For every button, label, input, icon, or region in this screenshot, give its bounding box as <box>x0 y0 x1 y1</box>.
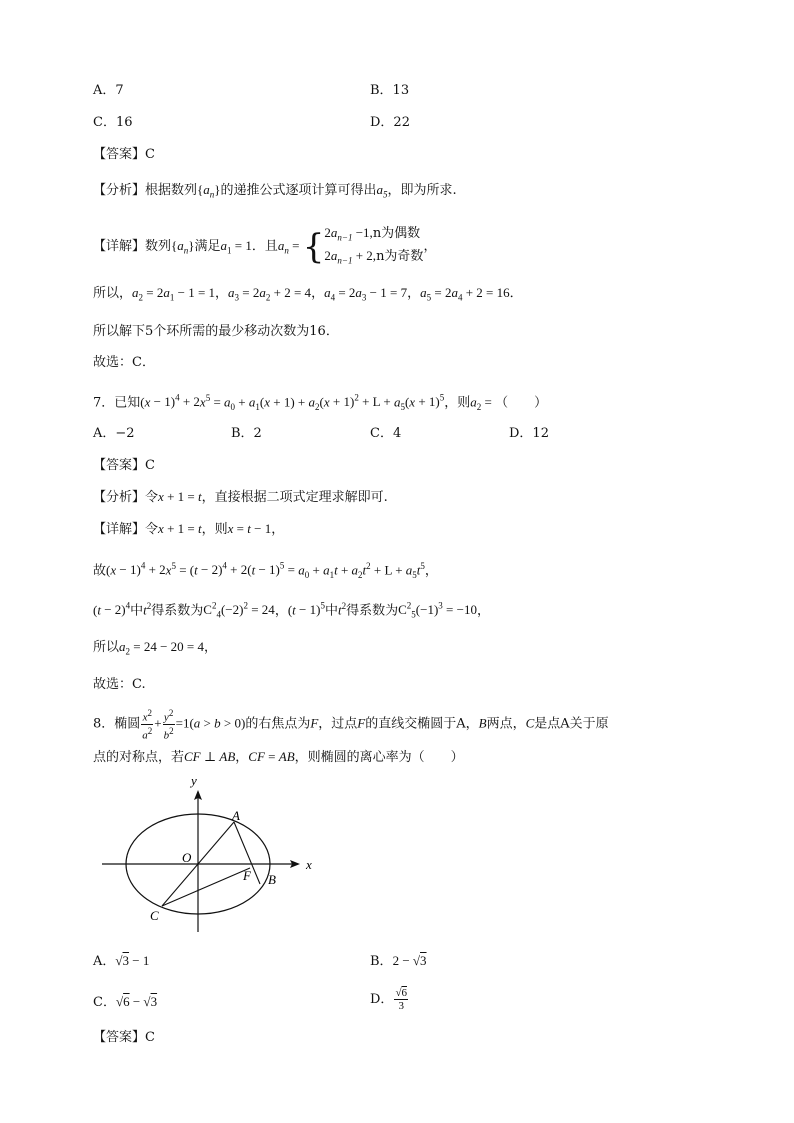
q8-text3: 的直线交椭圆于A， <box>365 716 479 732</box>
analysis-text-mid: 的递推公式逐项计算可得出 <box>220 183 377 198</box>
label-a: A <box>232 808 240 823</box>
label-f: F <box>243 868 251 883</box>
q8-option-c: C．√6 − √3 <box>93 994 158 1010</box>
q7-step-1: 故$(x - 1)^4 + 2x^5 = (t - 2)^4 + 2(t - 1)^5 = a_0 + a_1t + a_2t^2 + L + a_5t^5$， <box>93 561 438 580</box>
q7-analysis: 【分析】令x + 1 = t，直接根据二项式定理求解即可. <box>93 489 388 505</box>
label-o: O <box>182 850 192 865</box>
q8-answer <box>93 1029 155 1047</box>
q7-option-a: A．−2 <box>93 426 135 441</box>
q8-text4: 两点， <box>486 716 526 732</box>
label-c: C <box>150 908 159 923</box>
q8-text2: ，过点 <box>318 716 358 732</box>
step-mid: 得系数为 <box>151 603 204 619</box>
q6-option-c: C．16 <box>93 115 133 130</box>
step-prefix: 故 <box>93 563 107 579</box>
step-mid: 中 <box>324 603 338 619</box>
q8-option-a: A．√3 − 1 <box>93 953 150 969</box>
detail-tag: 【详解】 <box>93 239 146 255</box>
case-even-label: n为偶数 <box>372 226 421 241</box>
analysis-tag: 【分析】 <box>93 183 146 198</box>
detail-text-prefix: 令 <box>145 522 159 537</box>
answer-value: C <box>145 458 155 473</box>
analysis-text-prefix: 根据数列 <box>145 183 198 198</box>
answer-value: C <box>145 1030 155 1045</box>
q7-detail: 【详解】令x + 1 = t，则x = t − 1， <box>93 521 285 537</box>
option-letter: A． <box>93 954 116 969</box>
answer-tag: 【答案】 <box>93 147 146 162</box>
q8-stem: 8．椭圆 $\frac{x^2}{a^2}$ + $\frac{y^2}{b^2}$ =1(a > b > 0)的右焦点为F，过点F的直线交椭圆于A，B两点，C是点A关于原 <box>93 708 609 742</box>
q6-option-b: B．13 <box>370 83 410 98</box>
q8-option-b: B．2 − √3 <box>370 953 427 969</box>
q6-step-2: 所以解下5个环所需的最少移动次数为16． <box>93 324 339 339</box>
option-letter: B． <box>370 954 393 969</box>
label-x: x <box>306 857 312 872</box>
label-y: y <box>191 773 197 788</box>
q8-number: 8．椭圆 <box>93 716 141 732</box>
analysis-text-prefix: 令 <box>145 490 159 505</box>
q7-answer <box>93 457 155 475</box>
step-mid: 得系数为 <box>346 603 399 619</box>
detail-text-mid: ，则 <box>201 522 228 537</box>
q7-step-3: 所以$a_2 = 24 - 20 = 4$， <box>93 639 218 657</box>
piecewise-cases: $2a_{n-1} -1,n$为偶数 $2a_{n-1} + 2,n$为奇数 <box>324 225 424 266</box>
q7-option-d: D．12 <box>509 426 549 441</box>
q6-option-d: D．22 <box>370 115 410 130</box>
step-mid: 中 <box>130 603 144 619</box>
analysis-text-suffix: ，即为所求. <box>387 183 457 198</box>
q6-detail: 【详解】数列$\{a_n\}$满足$a_1 = 1$．且$a_n$ = { $2a_{n-1} -1,n$为偶数 $2a_{n-1} + 2,n$为奇数 ， <box>93 224 436 269</box>
q7-step-4: 故选：C. <box>93 677 146 692</box>
answer-tag: 【答案】 <box>93 458 146 473</box>
analysis-tag: 【分析】 <box>93 490 146 505</box>
q7-blank: （ ） <box>495 395 548 411</box>
option-letter: C． <box>93 995 116 1010</box>
q8-stem-line2: 点的对称点，若CF ⊥ AB，CF = AB，则椭圆的离心率为（ ） <box>93 749 464 765</box>
q6-answer <box>93 146 155 164</box>
q6-option-a: A．7 <box>93 83 124 98</box>
analysis-text-suffix: ，直接根据二项式定理求解即可. <box>201 490 388 505</box>
q8-option-d: D． $\frac{√6}{3}$ <box>370 987 407 1012</box>
q7-number: 7．已知 <box>93 395 141 411</box>
detail-text-prefix: 数列 <box>145 239 172 255</box>
q8-text5: 是点A关于原 <box>534 716 609 732</box>
q7-option-c: C．4 <box>370 426 402 441</box>
option-letter: D． <box>370 992 394 1007</box>
label-b: B <box>268 872 276 887</box>
detail-tag: 【详解】 <box>93 522 146 537</box>
q6-step-1: 所以，$a_2 = 2a_1 - 1 = 1$，$a_3 = 2a_2 + 2 = 4$，$a_4 = 2a_3 - 1 = 7$，$a_5 = 2a_4 + 2 = 16$． <box>93 285 523 303</box>
q7-ask: ，则 <box>444 395 471 411</box>
ellipse-figure <box>100 770 330 935</box>
q7-step-2: $(t - 2)^4$中$t^2$得系数为$C^2_4(-2)^2 = 24$，$(t - 1)^5$中$t^2$得系数为$C^2_5(-1)^3 = -10$， <box>93 601 490 620</box>
q8-line2-end: ，则椭圆的离心率为（ ） <box>294 750 464 765</box>
step-prefix: 所以 <box>93 640 120 655</box>
q6-analysis: 【分析】根据数列$\{a_n\}$的递推公式逐项计算可得出$a_5$，即为所求. <box>93 182 457 200</box>
q8-line2-prefix: 点的对称点，若 <box>93 750 185 765</box>
answer-tag: 【答案】 <box>93 1030 146 1045</box>
segment-cf <box>162 868 250 906</box>
q7-stem: 7．已知$(x - 1)^4 + 2x^5 = a_0 + a_1(x + 1) + a_2(x + 1)^2 + L + a_5(x + 1)^5$，则$a_2$ = （ ） <box>93 393 548 412</box>
case-odd-label: n为奇数 <box>376 248 424 264</box>
q8-text1: 的右焦点为 <box>245 716 311 732</box>
answer-value: C <box>145 147 155 162</box>
q7-option-b: B．2 <box>231 426 262 441</box>
detail-text-mid: 满足 <box>194 239 221 255</box>
steps-prefix: 所以， <box>93 286 133 301</box>
q6-step-3: 故选：C． <box>93 355 155 370</box>
